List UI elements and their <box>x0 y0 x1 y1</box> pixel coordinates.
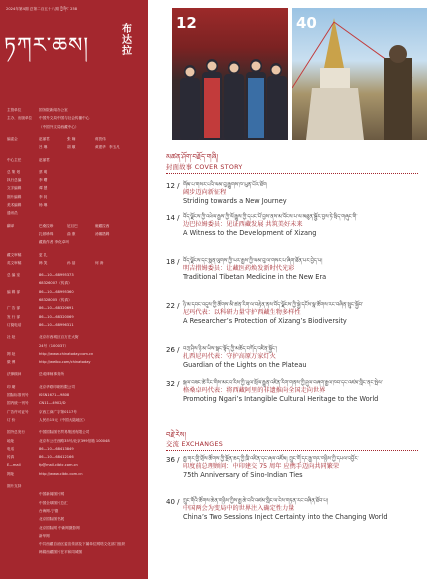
colophon-row <box>7 124 79 129</box>
colophon-row <box>7 273 74 278</box>
toc-chinese-title: 阔步迈向新征程 <box>183 189 227 196</box>
exchanges-heading <box>166 439 223 448</box>
colophon-value: 汤娜措姆 <box>95 231 110 236</box>
colophon-value: 新华网 <box>39 533 50 538</box>
colophon-value: 中国全球图片总汇 <box>39 500 68 505</box>
colophon-row <box>7 471 83 476</box>
toc-english-title: Guardian of the Lights on the Plateau <box>183 360 307 369</box>
colophon-row <box>7 517 65 522</box>
colophon-value: CN11—4902/D <box>39 401 66 406</box>
exchanges-tibetan-heading: བརྗེ་རེས། <box>166 431 187 439</box>
colophon-value: fp@mail.cibtc.com.cn <box>39 463 78 468</box>
colophon-row <box>7 260 104 265</box>
colophon-key: 编 辑 部 <box>7 289 21 294</box>
colophon-row <box>7 463 78 468</box>
colophon-row <box>7 409 77 414</box>
toc-page-number: 32 / <box>166 380 180 388</box>
cover-photos <box>172 8 427 140</box>
chinese-masthead: 布达拉 <box>122 24 132 57</box>
colophon-row <box>7 351 94 356</box>
toc-tibetan-title: བོད་ལྗོངས་ཀྱི་འཕེལ་རྒྱས་ཀྱི་ལོ་རྒྱུས་ཀྱི་དཔང་པོ་བྱས་ནས་མ་འོངས་པ་ལ་མཐུན་སྦྱོར་བྱས་ཏེ་སྲིད་གཞུང་གི་ <box>183 214 358 220</box>
colophon-key: 地址 <box>7 438 15 443</box>
colophon-value: http://www.cibtc.com.cn <box>39 471 83 476</box>
colophon-value: 68328005（传真） <box>39 298 72 302</box>
issue-line: 2024年第4期 总第二百五十八期 ཀྱི་ཞིང་ 258 <box>6 7 78 11</box>
colophon-value: 谭 慧 <box>39 186 48 191</box>
colophon-value: 86—10—68320069 <box>39 314 74 319</box>
colophon-key: 执行总编 <box>7 178 22 183</box>
colophon-row <box>7 194 48 199</box>
colophon-key: 国际标准刊号 <box>7 393 29 397</box>
colophon-value: 蔡 明 <box>39 169 48 174</box>
colophon-key: 主管单位 <box>7 108 22 112</box>
colophon-row <box>7 145 120 150</box>
colophon-key: 英文审稿 <box>7 260 22 265</box>
colophon-key: 图片编辑 <box>7 194 22 199</box>
colophon-value: 北京国际图书展 <box>39 517 65 522</box>
colophon-value: 更 扎 <box>39 252 48 257</box>
toc-chinese-title: 尼玛代表：以科研力量守护西藏生物多样性 <box>183 309 301 316</box>
colophon-value: 藏族作者 李化卓玛 <box>39 240 69 245</box>
colophon-value: 24号（100037） <box>39 343 69 348</box>
colophon-value: 吕 琳 <box>39 145 48 150</box>
colophon-value: 中国新闻图片网 <box>39 492 65 497</box>
colophon-key: 法律顾问 <box>7 372 22 377</box>
colophon-key: 总 策 划 <box>7 169 21 174</box>
colophon-value: 赵丽君 <box>39 136 50 141</box>
colophon-row <box>7 289 74 294</box>
colophon-value: 86—10—68412166 <box>39 455 74 460</box>
colophon-value: 北京国际网 中新网摄影网 <box>39 525 80 530</box>
colophon-value: 68326007（传真） <box>39 281 72 286</box>
colophon-key: 订阅电话 <box>7 322 22 327</box>
cover-story-divider <box>166 173 418 174</box>
exchanges-english: EXCHANGES <box>181 441 224 448</box>
colophon-row <box>7 417 87 422</box>
toc-tibetan-title: བཀྲ་ཤིས་ཉི་མ་ཡིས་སྒང་སྟོད་ཀྱི་མཆོད་བཀོད་འཛིན་སྐྱོང་། <box>183 346 278 352</box>
colophon-row <box>7 393 70 397</box>
toc-tibetan-title: རྒྱ་གར་གྱི་གྲོས་ཚོགས་ཀྱི་སྔོན་ཆད་ཀྱི་ཁྲི་འཛིན་དང་ཞལ་འཛོམ། ཀྲུང་གོ་དང་རྒྱ་གར་གཉིས་ཀྱི་དཔལ་འབྱོར་ <box>183 456 359 462</box>
colophon-value: 李 曙 <box>39 178 48 183</box>
colophon-row <box>7 550 83 555</box>
toc-tibetan-title: བོད་ལྗོངས་དང་སྨན་ལུགས་ཀྱི་ཡར་རྒྱས་ཀྱི་ལམ་བུ་ལ་གསར་པ་ཞིག་ཐོན་པར་བྱེད་པ། <box>183 258 323 264</box>
colophon-value: 蒋贺伟 <box>95 136 106 141</box>
colophon-value: 86—10—68996311 <box>39 322 74 327</box>
cover-story-heading <box>166 162 243 171</box>
colophon-value: 杨 琳 <box>39 203 48 207</box>
page-number-12: 12 <box>176 14 197 32</box>
colophon-row <box>7 542 126 547</box>
colophon-row <box>7 360 91 365</box>
colophon-value: 岳成律师事务所 <box>39 372 65 377</box>
cover-story-tibetan-heading: མཚན་ཤོག་བརྗོད་གཞི། <box>166 153 219 161</box>
colophon-value: 何 涛 <box>95 260 104 265</box>
colophon-value: 国务院新闻办公室 <box>39 108 68 112</box>
colophon-row <box>7 438 110 443</box>
colophon-value: 韩 笑 <box>39 260 48 265</box>
toc-english-title: 75th Anniversary of Sino-Indian Ties <box>183 470 303 479</box>
colophon-value: 胡 顺 <box>67 145 76 150</box>
colophon-key: 发 行 部 <box>7 314 21 319</box>
colophon-key: 社 址 <box>7 335 16 340</box>
toc-english-title: Promoting Ngari’s Intangible Cultural Heritage to the World <box>183 394 379 403</box>
colophon-row <box>7 203 48 207</box>
toc-page-number: 12 / <box>166 182 180 190</box>
colophon-row <box>7 252 48 257</box>
colophon-row <box>7 240 69 245</box>
colophon-value: 京西工商广字第0117号 <box>39 409 77 414</box>
colophon-key: E—mail <box>7 463 21 468</box>
colophon-key: 印 刷 <box>7 384 16 389</box>
colophon-value: 中共西藏自治区委宣传部及下属单位网络文化部门组织 <box>39 542 126 547</box>
colophon-value: 86—10—68413849 <box>39 446 74 451</box>
toc-chinese-title: 边巴拉姆委员：见证西藏发展 共筑美好未来 <box>183 221 303 228</box>
colophon-value: 孙 蓓 <box>67 260 76 265</box>
colophon-panel <box>0 0 148 579</box>
colophon-key: 编委会 <box>7 136 18 141</box>
toc-page-number: 18 / <box>166 258 180 266</box>
colophon-row <box>7 231 110 236</box>
colophon-key: 美术编辑 <box>7 203 22 207</box>
toc-english-title: A Witness to the Development of Xizang <box>183 228 317 237</box>
colophon-key: 微 博 <box>7 360 16 365</box>
colophon-row <box>7 223 110 228</box>
colophon-value: 赵丽君 <box>39 157 50 162</box>
colophon-row <box>7 446 74 451</box>
colophon-key: 图片支持 <box>7 484 22 488</box>
page-number-40: 40 <box>296 14 317 32</box>
colophon-key: 中心主任 <box>7 157 22 162</box>
colophon-row <box>7 484 37 488</box>
toc-page-number: 26 / <box>166 346 180 354</box>
colophon-key: 翻译 <box>7 223 15 228</box>
toc-chinese-title: 扎西尼玛代表：守护高原万家灯火 <box>183 353 276 360</box>
colophon-row <box>7 116 90 121</box>
colophon-row <box>7 314 74 319</box>
colophon-row <box>7 157 50 162</box>
colophon-row <box>7 211 37 215</box>
colophon-value: 张 娴 <box>67 136 76 141</box>
colophon-key: 网 址 <box>7 351 16 356</box>
colophon-value: 北京市西城区百万庄大街 <box>39 335 79 340</box>
colophon-row <box>7 430 90 435</box>
photo-delegates <box>172 8 288 140</box>
colophon-row <box>7 525 80 530</box>
toc-page-number: 40 / <box>166 498 180 506</box>
cover-story-chinese: 封面故事 <box>166 164 193 171</box>
colophon-value: 黄建华 <box>95 145 106 150</box>
colophon-value: 韩娟西藏图片在平和同城图 <box>39 550 83 555</box>
colophon-value: http://www.chinatoday.com.cn <box>39 351 94 356</box>
colophon-value: 人民币15元（中国大陆地区） <box>39 417 87 422</box>
colophon-row <box>7 178 48 183</box>
colophon-value: 中国国际图书贸易集团有限公司 <box>39 430 90 435</box>
colophon-value: 扎顿珍珠 <box>39 231 54 236</box>
colophon-row <box>7 455 74 460</box>
colophon-row <box>7 186 48 191</box>
toc-english-title: Striding towards a New Journey <box>183 196 287 205</box>
toc-chinese-title: 印度前总理顾问：中印建交 75 周年 应携手迈向共同繁荣 <box>183 463 340 470</box>
toc-chinese-title: 明吉措姆委员：让藏医药焕发新时代光彩 <box>183 265 295 272</box>
colophon-row <box>7 281 72 286</box>
colophon-row <box>7 492 65 497</box>
tibetan-masthead: ཏཀར་ཆས། <box>4 33 89 57</box>
colophon-key: 文字编辑 <box>7 186 22 191</box>
cover-story-english: COVER STORY <box>194 164 243 171</box>
colophon-row <box>7 508 59 513</box>
colophon-value: 北京车公庄西路35号/北京399信箱 100048 <box>39 438 110 443</box>
colophon-row <box>7 335 79 340</box>
colophon-row <box>7 343 69 348</box>
toc-chinese-title: 格桑卓玛代表：将西藏阿里的非遗推向全国走向世界 <box>183 387 326 394</box>
photo-stupa <box>292 8 427 140</box>
colophon-key: 通讯员 <box>7 211 18 216</box>
exchanges-divider <box>166 450 418 451</box>
toc-chinese-title: 中国两会为变局中的世界注入确定性力量 <box>183 505 295 512</box>
exchanges-chinese: 交流 <box>166 441 180 448</box>
toc-tibetan-title: གོམ་པ་གསར་པའི་ལམ་བུ་རྒྱུགས་ཁ་ཡུན་པོར་ཐོག <box>183 182 267 188</box>
colophon-value: （中国外文局西藏中心） <box>39 124 79 129</box>
colophon-key: 传真 <box>7 455 15 460</box>
colophon-key: 广告许可证号 <box>7 409 29 414</box>
colophon-row <box>7 372 65 377</box>
colophon-value: 李玉凡 <box>109 145 120 150</box>
colophon-row <box>7 384 75 389</box>
colophon-row <box>7 533 50 538</box>
colophon-row <box>7 169 48 174</box>
toc-english-title: China’s Two Sessions Inject Certainty into the Changing World <box>183 512 388 521</box>
colophon-value: 曲 康 <box>67 231 76 236</box>
toc-english-title: A Researcher’s Protection of Xizang’s Biodiversity <box>183 316 347 325</box>
colophon-value: 86—10—68995373 <box>39 273 74 278</box>
colophon-value: http://weibo.com/chinatoday <box>39 360 91 365</box>
colophon-key: 国外总发行 <box>7 430 25 435</box>
colophon-value: ISSN1671—9808 <box>39 393 70 397</box>
colophon-key: 藏文审稿 <box>7 252 22 257</box>
colophon-value: 巴桑拉珍 <box>39 223 54 228</box>
colophon-value: 李 钊 <box>39 194 48 199</box>
colophon-row <box>7 401 66 406</box>
colophon-row <box>7 136 106 141</box>
toc-tibetan-title: སྐལ་བཟང་ཚེ་རིང་གིས་མངའ་རིས་ཀྱི་ཡུལ་སྲོལ་རྒྱུན་འཛིན་རིག་གནས་ཀྱི་ཤུལ་བཞག་རྒྱལ་ཁབ་དང་འཛམ་གླིང་ནང་སྤེལ་ <box>183 380 383 386</box>
toc-tibetan-title: ཀྲུང་གོའི་ཚོགས་ཆེན་གཉིས་ཀྱིས་རྒྱ་ཆེ་བའི་འཛམ་གླིང་ལ་ངེས་གཏན་རང་བཞིན་ཐོབ་པ། <box>183 498 328 504</box>
colophon-row <box>7 322 74 327</box>
colophon-row <box>7 108 68 112</box>
colophon-key: 电话 <box>7 446 15 451</box>
toc-page-number: 36 / <box>166 456 180 464</box>
toc-page-number: 22 / <box>166 302 180 310</box>
colophon-value: 尼旦巴 <box>67 223 78 228</box>
toc-page-number: 14 / <box>166 214 180 222</box>
toc-english-title: Traditional Tibetan Medicine in the New Era <box>183 272 327 281</box>
toc-tibetan-title: ཉི་མ་དབང་འདུས་ཀྱི་ཚོགས་མི་ཚན་རིག་ལ་བརྟེན་ནས་བོད་ལྗོངས་ཀྱི་སྐྱེ་དངོས་སྣ་ཚོགས་རང་བཞིན་སྲུང་སྐྱོབ་ <box>183 302 363 308</box>
colophon-value: 86—10—68995360 <box>39 289 74 294</box>
colophon-key: 网址 <box>7 471 15 476</box>
colophon-key: 总 编 室 <box>7 273 21 278</box>
colophon-key: 国内统一刊号 <box>7 401 29 406</box>
colophon-value: 台海网-宁德 <box>39 508 59 513</box>
colophon-row <box>7 500 68 505</box>
colophon-key: 订 价 <box>7 417 16 422</box>
colophon-row <box>7 306 74 311</box>
colophon-value: 中国外文局中国与社会传播中心 <box>39 116 90 121</box>
colophon-value: 北京华联印刷有限公司 <box>39 384 75 389</box>
colophon-row <box>7 298 72 302</box>
colophon-key: 主办、出版单位 <box>7 116 33 121</box>
colophon-value: 86—10—68320691 <box>39 306 74 311</box>
colophon-value: 雍藏拉西 <box>95 223 110 228</box>
colophon-key: 广 告 部 <box>7 306 21 311</box>
